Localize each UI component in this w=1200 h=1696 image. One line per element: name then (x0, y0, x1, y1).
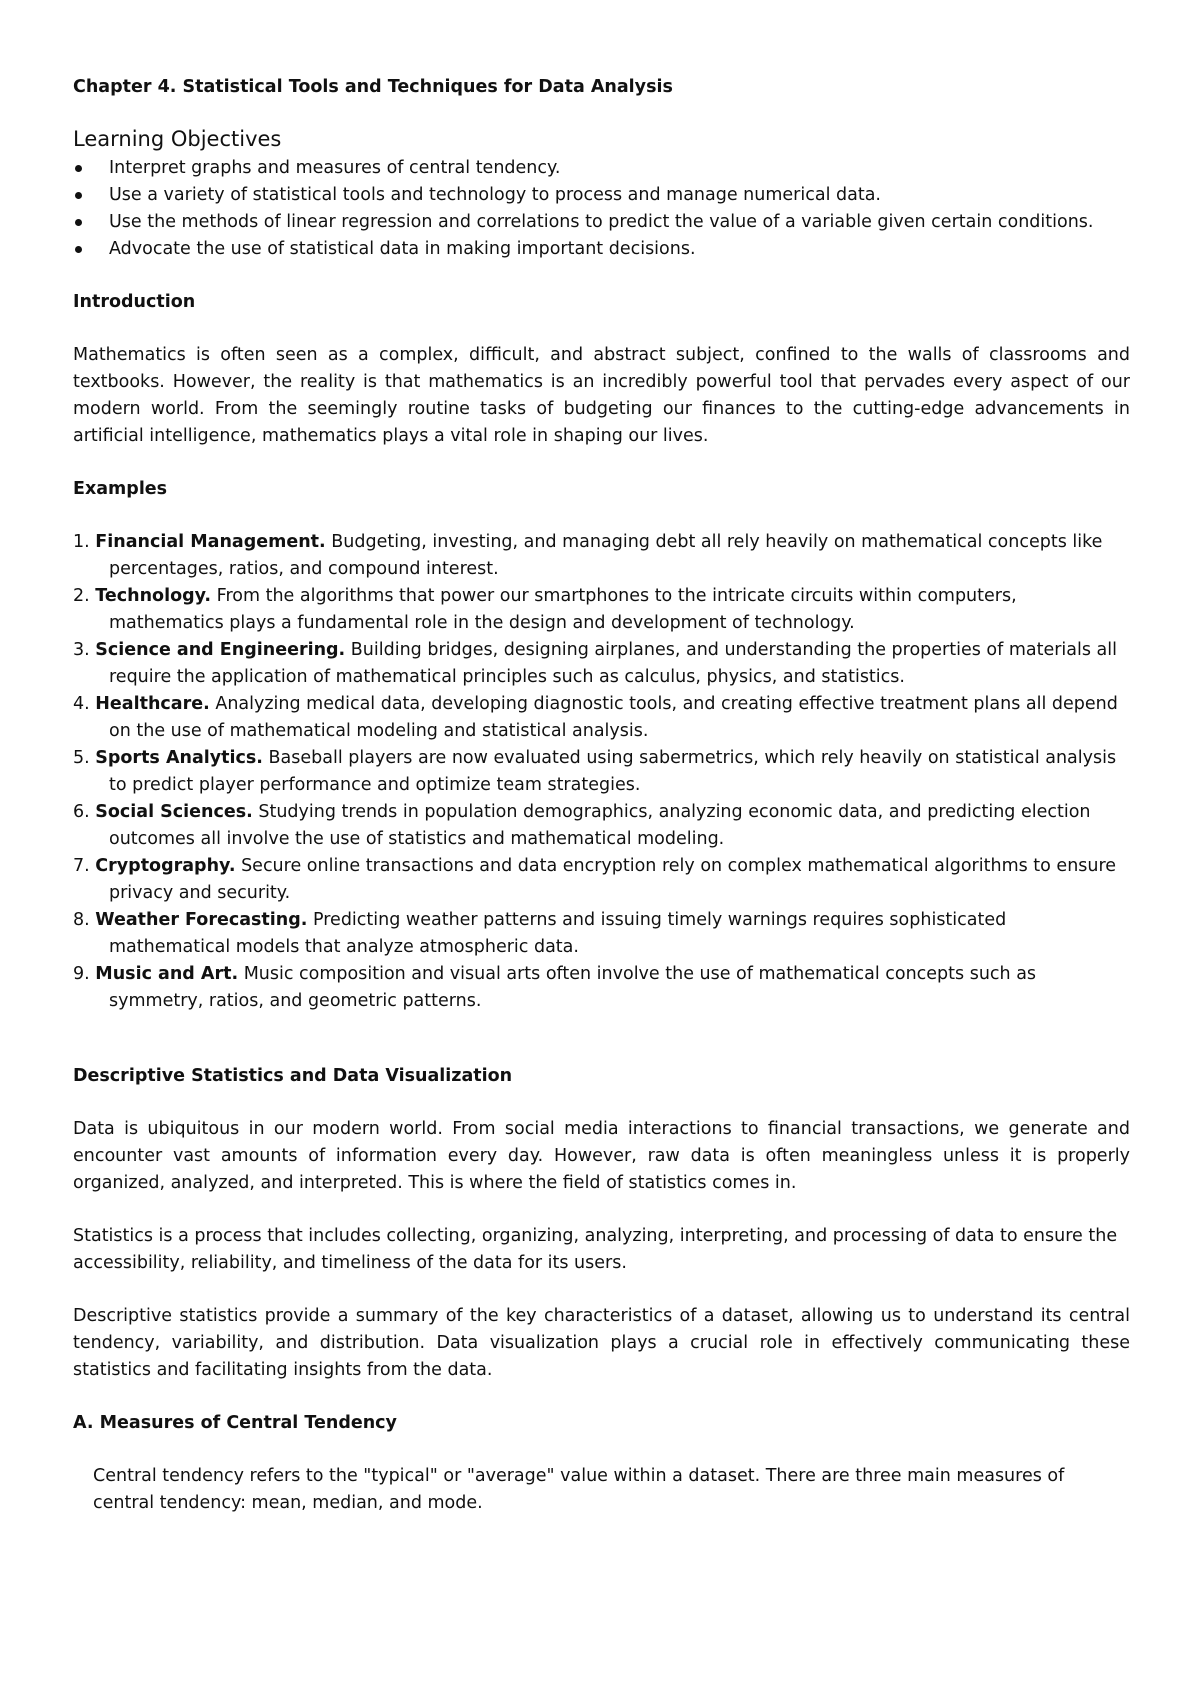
example-number: 7. (73, 856, 90, 876)
learning-objectives-heading: Learning Objectives (73, 127, 282, 151)
example-title: Cryptography. (95, 856, 236, 876)
examples-list (73, 529, 1130, 1015)
example-number: 4. (73, 694, 90, 714)
example-title: Weather Forecasting. (95, 910, 308, 930)
example-text: Analyzing medical data, developing diagnostic tools, and creating effective treatment plans all depend on the use of mathematical modeling and statistical analysis. (109, 694, 1118, 741)
example-item (73, 853, 1130, 907)
example-text: Budgeting, investing, and managing debt all rely heavily on mathematical concepts like percentages, ratios, and compound interest. (109, 532, 1103, 579)
example-number: 1. (73, 532, 90, 552)
example-text: Secure online transactions and data encryption rely on complex mathematical algorithms to ensure privacy and security. (109, 856, 1117, 903)
objective-item: Interpret graphs and measures of central tendency. (73, 155, 1130, 182)
central-tendency-paragraph: Central tendency refers to the "typical" or "average" value within a dataset. There are three main measures of central tendency: mean, median, and mode. (93, 1466, 1065, 1513)
example-item (73, 529, 1130, 583)
descriptive-paragraph-1: Data is ubiquitous in our modern world. From social media interactions to financial transactions, we generate and encounter vast amounts of information every day. However, raw data is often meaningless unless it is properly organized, analyzed, and interpreted. This is where the field of statistics comes in. (73, 1119, 1130, 1193)
objective-item: Use the methods of linear regression and correlations to predict the value of a variable given certain conditions. (73, 209, 1130, 236)
example-item (73, 691, 1130, 745)
example-number: 2. (73, 586, 90, 606)
example-text: Predicting weather patterns and issuing timely warnings requires sophisticated mathematical models that analyze atmospheric data. (109, 910, 1007, 957)
example-title: Social Sciences. (95, 802, 253, 822)
descriptive-paragraph-3: Descriptive statistics provide a summary of the key characteristics of a dataset, allowing us to understand its central tendency, variability, and distribution. Data visualization plays a crucial role in effectively communicating these statistics and facilitating insights from the data. (73, 1306, 1130, 1380)
example-item (73, 637, 1130, 691)
example-item (73, 799, 1130, 853)
example-number: 6. (73, 802, 90, 822)
example-number: 8. (73, 910, 90, 930)
introduction-paragraph: Mathematics is often seen as a complex, difficult, and abstract subject, confined to the walls of classrooms and textbooks. However, the reality is that mathematics is an incredibly powerful tool that pervades every aspect of our modern world. From the seemingly routine tasks of budgeting our finances to the cutting-edge advancements in artificial intelligence, mathematics plays a vital role in shaping our lives. (73, 345, 1130, 446)
example-number: 3. (73, 640, 90, 660)
descriptive-statistics-heading: Descriptive Statistics and Data Visualization (73, 1066, 513, 1086)
example-item (73, 583, 1130, 637)
example-title: Sports Analytics. (95, 748, 263, 768)
example-title: Technology. (95, 586, 212, 606)
objective-item: Use a variety of statistical tools and technology to process and manage numerical data. (73, 182, 1130, 209)
example-title: Music and Art. (95, 964, 239, 984)
central-tendency-heading: A. Measures of Central Tendency (73, 1413, 397, 1433)
example-title: Healthcare. (95, 694, 210, 714)
example-title: Science and Engineering. (95, 640, 346, 660)
example-item (73, 961, 1130, 1015)
example-item (73, 745, 1130, 799)
learning-objectives-list (73, 155, 1130, 263)
examples-heading: Examples (73, 479, 168, 499)
objective-item: Advocate the use of statistical data in making important decisions. (73, 236, 1130, 263)
chapter-title: Chapter 4. Statistical Tools and Techniques for Data Analysis (73, 77, 673, 97)
example-text: Studying trends in population demographics, analyzing economic data, and predicting election outcomes all involve the use of statistics and mathematical modeling. (109, 802, 1091, 849)
example-text: Music composition and visual arts often involve the use of mathematical concepts such as symmetry, ratios, and geometric patterns. (109, 964, 1037, 1011)
example-number: 9. (73, 964, 90, 984)
example-item (73, 907, 1130, 961)
example-number: 5. (73, 748, 90, 768)
descriptive-paragraph-2: Statistics is a process that includes collecting, organizing, analyzing, interpreting, and processing of data to ensure the accessibility, reliability, and timeliness of the data for its users. (73, 1226, 1118, 1273)
example-text: From the algorithms that power our smartphones to the intricate circuits within computers, mathematics plays a fundamental role in the design and development of technology. (109, 586, 1017, 633)
example-text: Baseball players are now evaluated using sabermetrics, which rely heavily on statistical analysis to predict player performance and optimize team strategies. (109, 748, 1117, 795)
example-title: Financial Management. (95, 532, 326, 552)
example-text: Building bridges, designing airplanes, and understanding the properties of materials all require the application of mathematical principles such as calculus, physics, and statistics. (109, 640, 1117, 687)
introduction-heading: Introduction (73, 292, 196, 312)
